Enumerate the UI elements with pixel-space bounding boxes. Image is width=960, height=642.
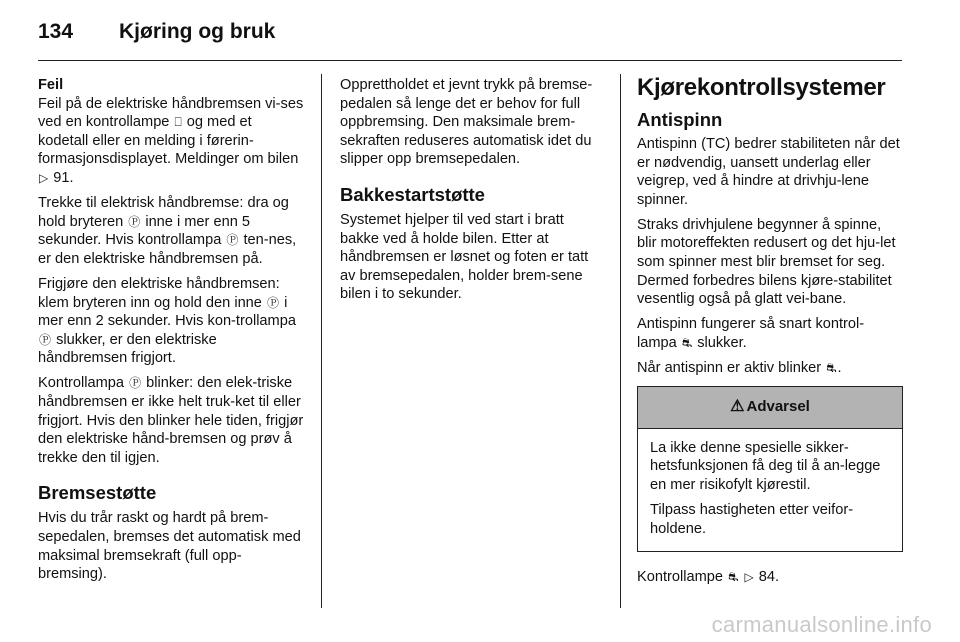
watermark: carmanualsonline.info xyxy=(711,612,932,637)
warning-title: Advarsel xyxy=(746,397,810,415)
warning-triangle-icon: ⚠ xyxy=(730,397,745,415)
paragraph-feil: Feil på de elektriske håndbremsen vi-ses ved en kontrollampe ⎕ og med et kodetall eller en melding i førerin-formasjonsdisplayet. Meldinger om bilen ▷ 91. xyxy=(38,95,304,186)
column-2 xyxy=(340,76,604,310)
traction-control-icon: ⛐ xyxy=(826,361,837,376)
header-rule xyxy=(38,60,902,61)
paragraph-release-brake: Frigjøre den elektriske håndbremsen: klem bryteren inn og hold den inne Ⓟ i mer enn 2 sekunder. Hvis kon-trollampa Ⓟ slukker, er den elektriske håndbremsen frigjort. xyxy=(38,275,296,367)
page-header xyxy=(38,14,275,50)
fault-lamp-icon: ⎕ xyxy=(174,115,182,130)
heading-bremsestotte: Bremsestøtte xyxy=(38,482,157,504)
heading-kjorekontrollsystemer: Kjørekontrollsystemer xyxy=(637,74,886,101)
brake-lamp-icon: Ⓟ xyxy=(39,332,52,347)
paragraph-hold-pressure: Opprettholdet et jevnt trykk på bremse-pedalen så lenge det er behov for full oppbremsing. Den maksimale brem-sekraften reduseres automatisk idet du slipper opp bremsepedalen. xyxy=(340,77,593,168)
paragraph-antispinn-active: Antispinn fungerer så snart kontrol-lampa ⛐ slukker. xyxy=(637,316,865,351)
brake-lamp-icon: Ⓟ xyxy=(129,376,142,391)
paragraph-antispinn-intro: Antispinn (TC) bedrer stabiliteten når det er nødvendig, uansett underlag eller veigrep, ved å hindre at drivhju-lene spinner. xyxy=(637,136,900,208)
paragraph-antispinn-blinks: Når antispinn er aktiv blinker ⛐. xyxy=(637,360,842,377)
page-number: 134 xyxy=(38,20,74,43)
paragraph-lamp-blinks: Kontrollampa Ⓟ blinker: den elek-triske håndbremsen er ikke helt truk-ket til eller frigjort. Hvis den blinker hele tiden, frigjør den elektriske hånd-bremsen og prøv å trekke den til igjen. xyxy=(38,375,304,466)
warning-text-2: Tilpass hastigheten etter veifor-holdene. xyxy=(650,501,854,537)
traction-control-icon: ⛐ xyxy=(728,569,739,584)
warning-text-1: La ikke denne spesielle sikker-hetsfunksjonen få deg til å an-legge en mer risikofylt kjørestil. xyxy=(650,439,881,493)
brake-lamp-icon: Ⓟ xyxy=(266,295,279,310)
warning-body xyxy=(638,429,902,551)
reference-arrow-icon: ▷ xyxy=(39,170,49,185)
heading-bakkestartstotte: Bakkestartstøtte xyxy=(340,183,485,205)
heading-feil: Feil xyxy=(38,77,64,93)
brake-lamp-icon: Ⓟ xyxy=(226,233,239,248)
paragraph-apply-brake: Trekke til elektrisk håndbremse: dra og hold bryteren Ⓟ inne i mer enn 5 sekunder. Hvis kontrollampa Ⓟ ten-nes, er den elektriske håndbremsen på. xyxy=(38,195,297,267)
paragraph-antispinn-function: Straks drivhjulene begynner å spinne, blir motoreffekten redusert og det hju-let som spinner mest blir bremset for seg. Dermed forbedres bilens kjøre-stabilitet vesentlig også på glatt vei-bane. xyxy=(637,216,896,308)
warning-header xyxy=(638,387,902,429)
column-divider-1 xyxy=(321,74,322,608)
column-divider-2 xyxy=(620,74,621,608)
paragraph-bremsestotte: Hvis du trår raskt og hardt på brem-sepedalen, bremses det automatisk med maksimal bremsekraft (full opp-bremsing). xyxy=(38,510,301,583)
column-3 xyxy=(637,72,903,593)
paragraph-control-lamp-ref: Kontrollampe ⛐ ▷ 84. xyxy=(637,568,780,585)
reference-arrow-icon: ▷ xyxy=(744,569,754,584)
brake-lamp-icon: Ⓟ xyxy=(128,214,141,229)
heading-antispinn: Antispinn xyxy=(637,109,723,130)
column-1 xyxy=(38,76,306,590)
traction-control-icon: ⛐ xyxy=(681,335,693,350)
chapter-title: Kjøring og bruk xyxy=(119,20,276,43)
warning-box xyxy=(637,386,903,552)
paragraph-bakkestartstotte: Systemet hjelper til ved start i bratt bakke ved å holde bilen. Etter at håndbremsen er løsnet og foten er tatt av bremsepedalen, holder brem-sene bilen i to sekunder. xyxy=(340,211,589,303)
